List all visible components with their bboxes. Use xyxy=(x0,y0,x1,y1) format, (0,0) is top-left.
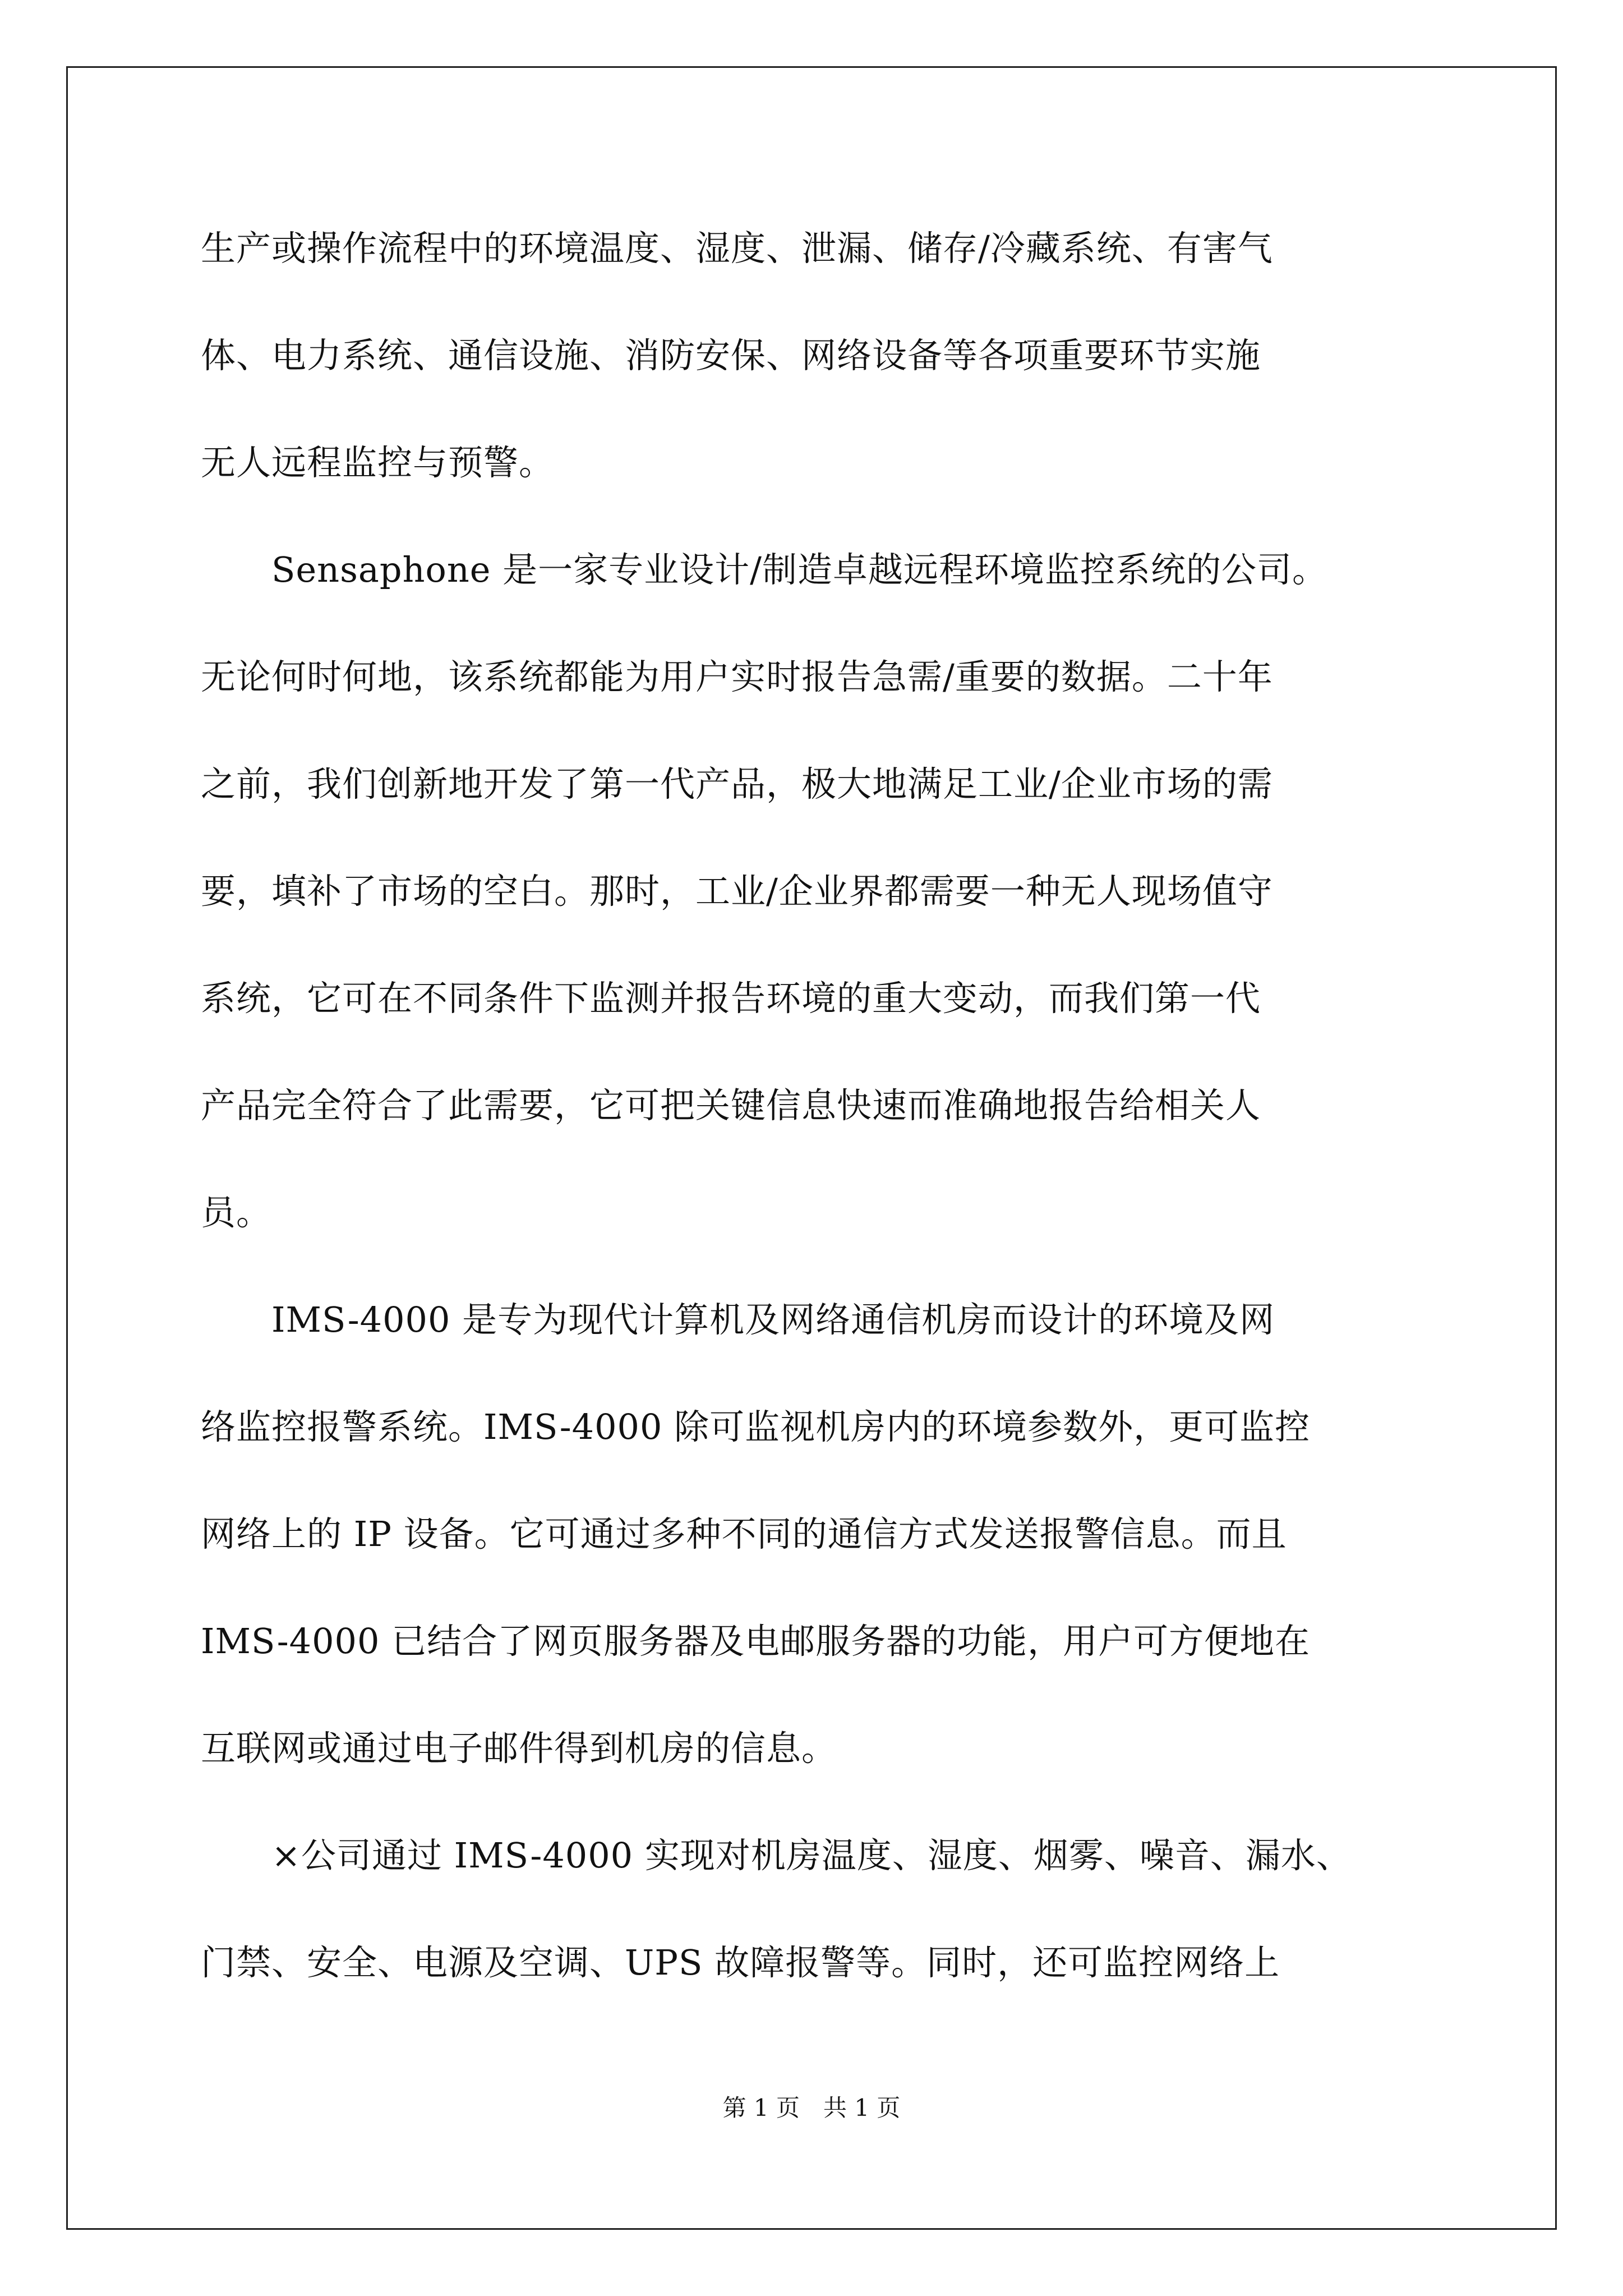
text-line-6: 之前，我们创新地开发了第一代产品，极大地满足工业/企业市场的需 xyxy=(201,763,1273,804)
text-line-1: 生产或操作流程中的环境温度、湿度、泄漏、储存/冷藏系统、有害气 xyxy=(201,228,1273,269)
text-line-4: Sensaphone 是一家专业设计/制造卓越远程环境监控系统的公司。 xyxy=(201,549,1328,590)
text-line-5: 无论何时何地，该系统都能为用户实时报告急需/重要的数据。二十年 xyxy=(201,656,1273,697)
text-line-8: 系统，它可在不同条件下监测并报告环境的重大变动，而我们第一代 xyxy=(201,978,1261,1019)
text-line-13: 网络上的 IP 设备。它可通过多种不同的通信方式发送报警信息。而且 xyxy=(201,1513,1287,1554)
text-line-11: IMS-4000 是专为现代计算机及网络通信机房而设计的环境及网 xyxy=(201,1299,1275,1340)
text-line-3: 无人远程监控与预警。 xyxy=(201,442,555,483)
text-line-2: 体、电力系统、通信设施、消防安保、网络设备等各项重要环节实施 xyxy=(201,335,1261,376)
text-line-16: ×公司通过 IMS-4000 实现对机房温度、湿度、烟雾、噪音、漏水、 xyxy=(201,1835,1352,1876)
text-line-7: 要，填补了市场的空白。那时，工业/企业界都需要一种无人现场值守 xyxy=(201,871,1273,912)
text-line-9: 产品完全符合了此需要，它可把关键信息快速而准确地报告给相关人 xyxy=(201,1085,1261,1126)
text-line-15: 互联网或通过电子邮件得到机房的信息。 xyxy=(201,1728,837,1769)
page-border xyxy=(66,66,1557,2230)
page-footer: 第 1 页 共 1 页 xyxy=(722,2094,901,2122)
text-line-12: 络监控报警系统。IMS-4000 除可监视机房内的环境参数外，更可监控 xyxy=(201,1406,1311,1447)
text-line-17: 门禁、安全、电源及空调、UPS 故障报警等。同时，还可监控网络上 xyxy=(201,1942,1280,1983)
text-line-14: IMS-4000 已结合了网页服务器及电邮服务器的功能，用户可方便地在 xyxy=(201,1621,1311,1662)
text-line-10: 员。 xyxy=(201,1192,272,1233)
